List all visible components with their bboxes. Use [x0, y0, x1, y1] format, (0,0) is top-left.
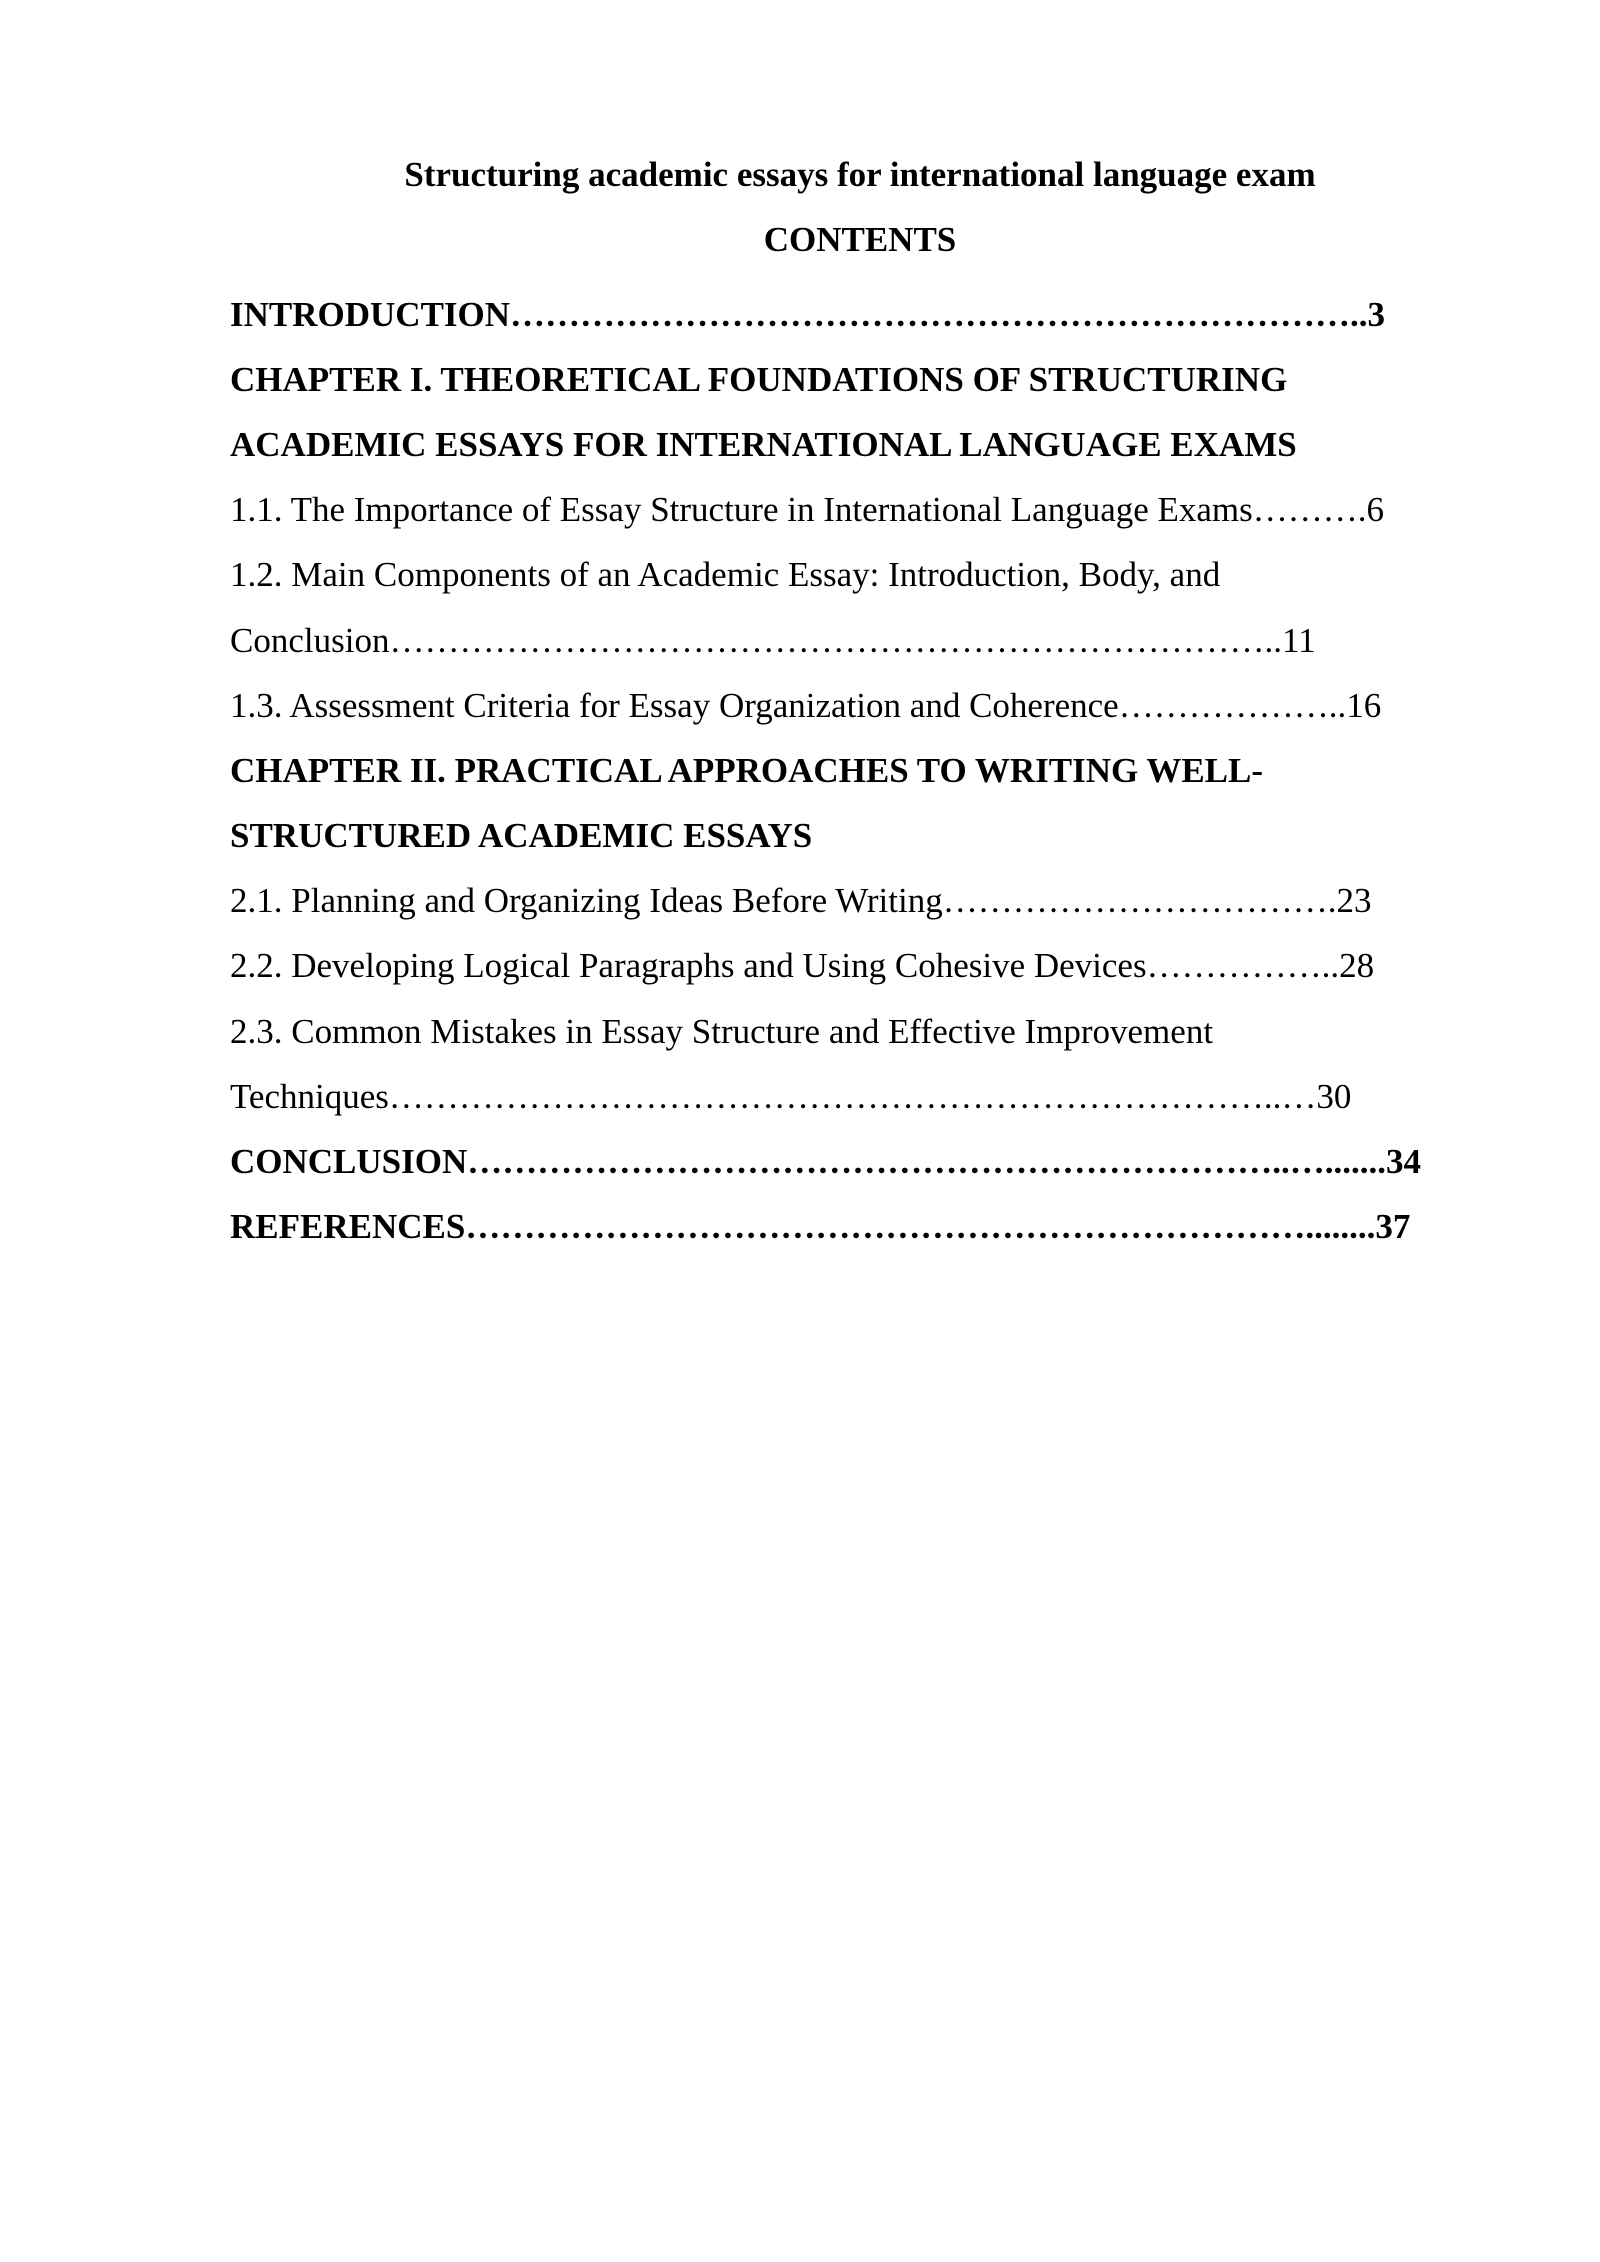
- toc-line-section-2-2: 2.2. Developing Logical Paragraphs and Using Cohesive Devices……………..28: [230, 946, 1375, 986]
- toc-line-section-2-3: 2.3. Common Mistakes in Essay Structure and Effective Improvement: [230, 1011, 1214, 1051]
- document-title: Structuring academic essays for international language exam: [404, 155, 1316, 194]
- toc-line-section-2-1: 2.1. Planning and Organizing Ideas Before Writing…………………………….23: [230, 881, 1372, 921]
- table-of-contents: [230, 282, 1490, 1260]
- contents-heading: CONTENTS: [763, 220, 957, 259]
- toc-line-chapter-1-heading: CHAPTER I. THEORETICAL FOUNDATIONS OF STRUCTURING: [230, 359, 1288, 399]
- toc-line-section-1-2: 1.2. Main Components of an Academic Essay: Introduction, Body, and: [230, 555, 1221, 595]
- toc-line-chapter-2-heading: CHAPTER II. PRACTICAL APPROACHES TO WRITING WELL-: [230, 750, 1264, 790]
- toc-line-references: REFERENCES………………………………………………………………........37: [230, 1207, 1411, 1247]
- toc-line-section-2-3-cont: Techniques…………………………………………………………………..…30: [230, 1076, 1352, 1116]
- toc-line-conclusion: CONCLUSION……………………………………………………………..….......34: [230, 1142, 1422, 1182]
- toc-line-introduction: INTRODUCTION………………………………………………………………..3: [230, 294, 1386, 334]
- toc-line-chapter-2-heading-cont: STRUCTURED ACADEMIC ESSAYS: [230, 816, 813, 856]
- toc-line-section-1-3: 1.3. Assessment Criteria for Essay Organization and Coherence………………..16: [230, 685, 1382, 725]
- toc-line-section-1-2-cont: Conclusion…………………………………………………………………..11: [230, 620, 1316, 660]
- toc-line-chapter-1-heading-cont: ACADEMIC ESSAYS FOR INTERNATIONAL LANGUAGE EXAMS: [230, 424, 1297, 464]
- toc-line-section-1-1: 1.1. The Importance of Essay Structure in International Language Exams……….6: [230, 490, 1385, 530]
